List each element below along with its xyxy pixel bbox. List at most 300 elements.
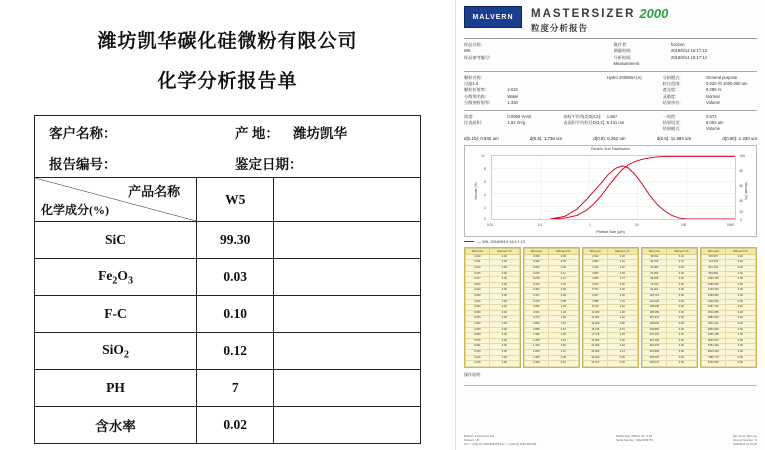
- col-header-size: Size (um): [584, 248, 608, 254]
- footer-mid: [616, 434, 653, 446]
- table-cell: 831.764: [702, 266, 726, 272]
- header-composition-label: 化学成分(%): [41, 203, 109, 217]
- table-cell: 0.631: [525, 310, 549, 316]
- table-cell: 0.00: [725, 266, 755, 272]
- footer-left-line1: Malvern Instruments Ltd.: [464, 434, 495, 438]
- meta-val: 2018/8/14 16:17:13: [670, 48, 707, 54]
- xtick-10: 10: [635, 222, 639, 227]
- table-cell: 4.365: [584, 277, 608, 283]
- report-info-box: [34, 115, 421, 177]
- d-key: d(0.9):: [593, 135, 607, 141]
- stat-key: 结果模式:: [662, 126, 681, 132]
- result-tables: [464, 247, 757, 368]
- footer-left-line2: Malvern, UK: [464, 438, 480, 442]
- row-blank-fc: [274, 296, 421, 333]
- table-cell: 239.883: [643, 327, 667, 333]
- customer-label: 客户名称：: [49, 125, 117, 141]
- result-table-col-2: [523, 247, 580, 368]
- report-title: 化学分析报告单: [157, 71, 298, 92]
- table-cell: 3311.311: [702, 322, 726, 328]
- table-cell: 2.77: [607, 277, 637, 283]
- mastersizer-title-wrap: [531, 6, 757, 34]
- stat-val: 0.572: [706, 113, 717, 119]
- table-cell: 5.754: [584, 288, 608, 294]
- table-cell: 19.953: [584, 338, 608, 344]
- table-cell: 1905.461: [702, 299, 726, 305]
- ytick-right-20: 20: [739, 209, 743, 214]
- tbody-1: [466, 254, 520, 366]
- stat-val: 1.867: [606, 113, 618, 119]
- stat-key: 结果误差:: [662, 120, 681, 126]
- stat-val: Volume: [706, 126, 721, 132]
- table-cell: 91.201: [643, 288, 667, 294]
- param-key: 粒径范围:: [662, 81, 681, 87]
- operator-note-label: 操作说明：: [464, 371, 484, 377]
- table-cell: 3.16: [548, 361, 578, 367]
- stat-val: 5.131 um: [606, 120, 625, 126]
- table-cell: 17.378: [584, 333, 608, 339]
- composition-table: [34, 177, 421, 444]
- table-cell: 0.275: [525, 277, 549, 283]
- table-cell: 1.26: [607, 310, 637, 316]
- table-cell: 22.909: [584, 344, 608, 350]
- table-cell: 0.00: [666, 310, 696, 316]
- row-value-sic: 99.30: [197, 222, 274, 259]
- table-cell: 0.363: [525, 288, 549, 294]
- col-header-volume: Volume In %: [548, 248, 578, 254]
- table-cell: 0.00: [725, 254, 755, 260]
- table-cell: 52.481: [643, 266, 667, 272]
- meta-key: 分析时间:: [613, 54, 632, 60]
- param-val: Water: [507, 93, 519, 99]
- header-diagonal-cell: [35, 178, 197, 222]
- table-cell: 0.550: [525, 305, 549, 311]
- meta-key: 样品参考编号:: [464, 54, 491, 60]
- table-cell: 0.45: [607, 333, 637, 339]
- tbody-4: [643, 254, 697, 366]
- table-cell: 0.05: [548, 266, 578, 272]
- col-header-size: Size (um): [702, 248, 726, 254]
- table-cell: 954.993: [702, 271, 726, 277]
- header-product-name-label: 产品名称: [128, 184, 181, 199]
- mastersizer-subtitle: 粒度分析报告: [531, 23, 589, 33]
- row-value-fc: 0.10: [197, 296, 274, 333]
- stats-col-3: [663, 114, 757, 133]
- meta-item: [614, 61, 758, 67]
- stat-key: 浓度:: [464, 113, 474, 119]
- footer-mid-line2: Serial Number : MAL1059753: [616, 438, 653, 442]
- table-cell: 0.00: [489, 349, 519, 355]
- params-block: [464, 75, 757, 107]
- table-cell: 0.00: [666, 322, 696, 328]
- row-blank-sic: [274, 222, 421, 259]
- row-value-moisture: 0.02: [197, 407, 274, 444]
- table-cell: 0.00: [666, 355, 696, 361]
- param-key: 分析模式:: [662, 74, 681, 80]
- table-cell: 630.957: [702, 254, 726, 260]
- table-cell: 5011.872: [702, 338, 726, 344]
- ytick-6: 6: [484, 179, 486, 184]
- table-cell: 0.00: [725, 349, 755, 355]
- table-cell: 5754.399: [702, 344, 726, 350]
- col-header-size: Size (um): [643, 248, 667, 254]
- ytick-8: 8: [484, 166, 486, 171]
- table-cell: 0.020: [466, 282, 490, 288]
- mastersizer-brand: MASTERSIZER: [531, 7, 636, 20]
- table-row: [35, 370, 421, 407]
- table-cell: 0.00: [666, 349, 696, 355]
- row-item-fe2o3: [35, 259, 197, 296]
- table-row: [35, 259, 421, 296]
- d-key: d(0.5):: [529, 135, 543, 141]
- table-cell: 1.60: [548, 316, 578, 322]
- xtick-001: 0.01: [487, 222, 494, 227]
- chart-ylabel-right: Volume (%): [744, 182, 749, 200]
- table-cell: 0.00: [666, 344, 696, 350]
- stat-item: [563, 120, 657, 126]
- table-cell: 478.630: [643, 355, 667, 361]
- table-cell: 0.013: [466, 266, 490, 272]
- param-val: 9.296 %: [706, 87, 722, 93]
- table-cell: 0.00: [489, 277, 519, 283]
- table-cell: 0.00: [725, 271, 755, 277]
- tbody-5: [702, 254, 756, 366]
- meta-val: [671, 61, 748, 67]
- table-cell: 2.32: [607, 288, 637, 294]
- table-cell: 0.060: [466, 327, 490, 333]
- table-cell: 0.80: [607, 322, 637, 328]
- row-value-fe2o3: 0.03: [197, 259, 274, 296]
- table-cell: 0.832: [525, 322, 549, 328]
- report-title-block: [24, 26, 431, 93]
- table-cell: 2511.886: [702, 310, 726, 316]
- chart-legend: [464, 239, 757, 244]
- table-cell: 10.000: [584, 310, 608, 316]
- header-divider: [464, 38, 757, 39]
- stat-item: [663, 126, 757, 132]
- table-cell: 7585.776: [702, 355, 726, 361]
- xtick-01: 0.1: [538, 222, 543, 227]
- table-cell: 0.03: [666, 254, 696, 260]
- table-cell: 2884.032: [702, 316, 726, 322]
- meta-val: horizon: [670, 42, 685, 47]
- density-curve: [550, 166, 735, 219]
- meta-val: [530, 55, 607, 61]
- date-label: 鉴定日期：: [235, 156, 303, 172]
- table-cell: 1258.925: [702, 282, 726, 288]
- table-cell: 0.00: [666, 305, 696, 311]
- table-cell: 0.00: [725, 316, 755, 322]
- meta-key: 测量时间:: [613, 48, 632, 54]
- param-key: 灵敏度:: [662, 93, 677, 99]
- param-key: 颗粒名称:: [464, 74, 482, 80]
- table-cell: 0.120: [466, 355, 490, 361]
- table-cell: 0.00: [489, 288, 519, 294]
- stat-key: 一致性:: [662, 113, 677, 119]
- table-cell: 0.00: [489, 355, 519, 361]
- table-cell: 363.078: [643, 344, 667, 350]
- param-val: Hydro 2000MU (A): [606, 74, 642, 80]
- table-row: [584, 361, 638, 367]
- table-cell: 69.183: [643, 277, 667, 283]
- row-item-sic: SiC: [35, 222, 197, 259]
- table-row: [35, 333, 421, 370]
- table-cell: 138.038: [643, 305, 667, 311]
- ytick-4: 4: [484, 192, 486, 197]
- d-key: d(0.5):: [656, 135, 670, 141]
- table-cell: 3.09: [548, 355, 578, 361]
- param-key: 分散剂折射率:: [464, 100, 491, 106]
- table-cell: 0.00: [725, 327, 755, 333]
- header-blank-cell: [274, 178, 421, 222]
- table-cell: 11.482: [584, 316, 608, 322]
- table-cell: 0.00: [489, 271, 519, 277]
- table-cell: 0.21: [548, 277, 578, 283]
- particle-size-chart: [464, 145, 757, 237]
- param-val: 0.020 到 1000.000 um: [706, 81, 748, 87]
- report-no-label: 报告编号：: [49, 156, 117, 172]
- table-cell: 15.136: [584, 327, 608, 333]
- table-cell: 0.955: [525, 327, 549, 333]
- table-cell: 104.713: [643, 294, 667, 300]
- param-val: 2.610: [507, 87, 518, 93]
- table-cell: 0.039: [466, 310, 490, 316]
- table-cell: 3.802: [584, 271, 608, 277]
- ytick-10: 10: [481, 153, 485, 158]
- row-value-sio2: 0.12: [197, 333, 274, 370]
- d-value: [530, 136, 562, 141]
- d-value: [722, 136, 757, 141]
- product-code-cell: W5: [197, 178, 274, 222]
- table-row: [525, 361, 579, 367]
- table-cell: 0.00: [725, 344, 755, 350]
- table-cell: 0.00: [489, 260, 519, 266]
- table-cell: 0.00: [666, 288, 696, 294]
- chart-ylabel: Volume (%): [473, 182, 478, 200]
- table-cell: 549.541: [643, 361, 667, 367]
- table-cell: 0.00: [725, 310, 755, 316]
- table-cell: 0.05: [607, 361, 637, 367]
- table-cell: 1.87: [548, 322, 578, 328]
- table-cell: 120.226: [643, 299, 667, 305]
- stat-key: 加权平均残差D[4,3]:: [563, 113, 601, 119]
- fe-label: Fe: [98, 267, 113, 283]
- table-cell: 0.00: [489, 361, 519, 367]
- table-cell: 0.48: [548, 288, 578, 294]
- table-cell: 0.034: [466, 305, 490, 311]
- params-left-col: [464, 75, 558, 107]
- d-val: 1.330 um: [738, 135, 757, 141]
- table-cell: 13.183: [584, 322, 608, 328]
- table-cell: 0.182: [525, 260, 549, 266]
- table-cell: 0.00: [725, 322, 755, 328]
- table-cell: 0.00: [666, 338, 696, 344]
- table-cell: 0.479: [525, 299, 549, 305]
- table-cell: 0.00: [489, 305, 519, 311]
- table-cell: 0.00: [725, 355, 755, 361]
- ytick-right-40: 40: [739, 198, 743, 203]
- row-blank-ph: [274, 370, 421, 407]
- table-row: [466, 361, 520, 367]
- table-cell: 2.38: [548, 333, 578, 339]
- table-cell: 0.011: [466, 260, 490, 266]
- d-value: [464, 136, 499, 141]
- report-footer: [464, 434, 757, 446]
- table-cell: 6606.934: [702, 349, 726, 355]
- table-cell: 1445.440: [702, 288, 726, 294]
- table-cell: 3801.894: [702, 327, 726, 333]
- table-cell: 5.012: [584, 282, 608, 288]
- table-cell: 0.091: [466, 344, 490, 350]
- meta-divider: [464, 71, 757, 72]
- table-cell: 0.079: [466, 338, 490, 344]
- table-cell: 0.00: [548, 254, 578, 260]
- param-val: Normal: [706, 93, 720, 99]
- ytick-2: 2: [484, 205, 486, 210]
- table-cell: 0.00: [666, 294, 696, 300]
- chart-plot-area: [491, 155, 736, 220]
- table-cell: 0.14: [607, 349, 637, 355]
- table-cell: 8.710: [584, 305, 608, 311]
- table-cell: 275.423: [643, 333, 667, 339]
- param-key: 颗粒折射率:: [464, 87, 487, 93]
- row-blank-fe2o3: [274, 259, 421, 296]
- table-cell: 0.00: [666, 333, 696, 339]
- col-header-volume: Volume In %: [666, 248, 696, 254]
- param-key: [563, 75, 606, 81]
- malvern-logo: MALVERN: [464, 6, 522, 28]
- table-cell: 0.158: [525, 254, 549, 260]
- table-cell: 3.15: [607, 260, 637, 266]
- table-cell: 2.884: [584, 260, 608, 266]
- meta-key: 样品名称:: [464, 42, 482, 47]
- table-row: [702, 361, 756, 367]
- table-cell: 0.00: [666, 266, 696, 272]
- mastersizer-report: [455, 0, 765, 450]
- params-right-col: [663, 75, 757, 107]
- table-row: [643, 361, 697, 367]
- table-cell: 2.81: [548, 344, 578, 350]
- table-cell: 0.00: [489, 338, 519, 344]
- table-cell: 0.66: [548, 294, 578, 300]
- stat-val: 1.92 m²/g: [507, 120, 526, 126]
- table-cell: 0.86: [548, 299, 578, 305]
- table-cell: 0.045: [466, 316, 490, 322]
- table-cell: 1.34: [548, 310, 578, 316]
- info-row-report-no: [35, 147, 420, 178]
- legend-label: — W5, 2018/8/14 16:17:13: [477, 238, 525, 244]
- result-table-col-5: [700, 247, 757, 368]
- table-cell: 724.436: [702, 260, 726, 266]
- table-header-row: [35, 178, 421, 222]
- table-cell: 0.00: [725, 333, 755, 339]
- table-cell: 2.97: [548, 349, 578, 355]
- stats-col-1: [464, 114, 558, 133]
- table-cell: 2.94: [607, 271, 637, 277]
- table-cell: 1096.478: [702, 277, 726, 283]
- stats-col-2: [563, 114, 657, 133]
- table-cell: 2.06: [607, 294, 637, 300]
- table-cell: 0.00: [489, 322, 519, 328]
- table-cell: 2.56: [607, 282, 637, 288]
- chart-xlabel: Particle Size (μm): [596, 229, 625, 234]
- mastersizer-header: [464, 6, 757, 36]
- ytick-right-60: 60: [739, 183, 743, 188]
- meta-block: [464, 42, 757, 68]
- table-cell: 0.240: [525, 271, 549, 277]
- company-title: 潍坊凯华碳化硅微粉有限公司: [97, 31, 358, 52]
- stats-block: [464, 114, 757, 133]
- col-header-size: Size (um): [466, 248, 490, 254]
- table-cell: 2.13: [548, 327, 578, 333]
- table-cell: 0.00: [725, 277, 755, 283]
- table-cell: 0.017: [466, 277, 490, 283]
- table-cell: 0.105: [466, 349, 490, 355]
- table-cell: 6.607: [584, 294, 608, 300]
- operator-note-field[interactable]: [464, 378, 757, 386]
- table-cell: 1.259: [525, 338, 549, 344]
- fe-sub: 2: [112, 275, 118, 287]
- table-cell: 0.33: [548, 282, 578, 288]
- row-item-sio2: [35, 333, 197, 370]
- col-header-volume: Volume In %: [489, 248, 519, 254]
- chart-title: Particle Size Distribution: [591, 146, 630, 151]
- table-cell: 0.00: [666, 361, 696, 367]
- col-header-volume: Volume In %: [725, 248, 755, 254]
- table-row: [35, 407, 421, 444]
- table-cell: 0.316: [525, 282, 549, 288]
- d-val: 11.593 um: [670, 135, 692, 141]
- result-table-col-3: [582, 247, 639, 368]
- table-cell: 0.417: [525, 294, 549, 300]
- info-row-customer: [35, 116, 420, 147]
- table-cell: 0.023: [466, 288, 490, 294]
- ytick-right-0: 0: [740, 217, 742, 222]
- table-cell: 158.489: [643, 310, 667, 316]
- table-cell: 39.811: [643, 254, 667, 260]
- ytick-right-100: 100: [739, 153, 745, 158]
- table-cell: 0.052: [466, 322, 490, 328]
- table-cell: 0.22: [607, 344, 637, 350]
- table-cell: 1.096: [525, 333, 549, 339]
- cumulative-curve: [550, 156, 735, 219]
- params-divider: [464, 110, 757, 111]
- table-cell: 1.09: [548, 305, 578, 311]
- table-cell: 0.00: [489, 310, 519, 316]
- mastersizer-model: 2000: [639, 6, 669, 21]
- table-cell: 0.00: [725, 294, 755, 300]
- tbody-2: [525, 254, 579, 366]
- meta-val: 2018/8/14 16:17:14: [670, 54, 707, 60]
- result-table-col-1: [464, 247, 521, 368]
- sio-sub: 2: [123, 349, 129, 361]
- table-cell: 0.00: [666, 277, 696, 283]
- table-cell: 0.32: [607, 338, 637, 344]
- table-cell: 0.12: [548, 271, 578, 277]
- param-key: 遮光度:: [662, 87, 677, 93]
- table-cell: 316.228: [643, 338, 667, 344]
- meta-key: 操作者:: [613, 42, 628, 47]
- table-cell: 26.303: [584, 349, 608, 355]
- row-blank-moisture: [274, 407, 421, 444]
- stat-item: [464, 120, 558, 126]
- table-cell: 2187.762: [702, 305, 726, 311]
- table-cell: 0.00: [489, 316, 519, 322]
- table-cell: 3.18: [607, 254, 637, 260]
- table-row: [35, 222, 421, 259]
- table-cell: 0.00: [489, 254, 519, 260]
- table-cell: 3.07: [607, 266, 637, 272]
